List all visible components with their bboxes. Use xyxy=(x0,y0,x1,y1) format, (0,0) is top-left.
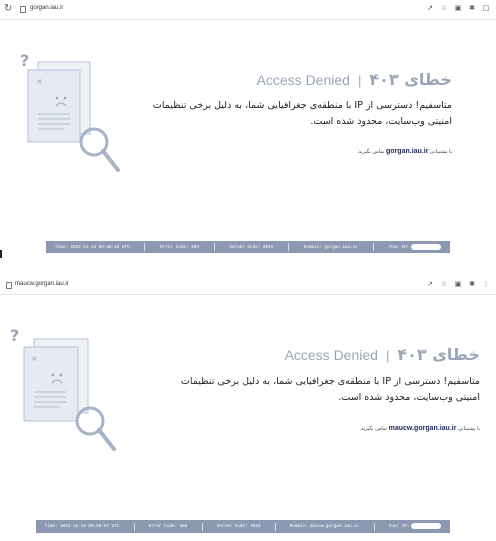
toolbar-icons xyxy=(426,280,490,289)
toolbar-icons xyxy=(426,4,490,13)
cursor-mark xyxy=(0,250,2,258)
url-text[interactable]: gorgan.iau.ir xyxy=(30,5,64,11)
ip-redaction xyxy=(411,523,441,529)
support-domain-link[interactable]: maucw.gorgan.iau.ir xyxy=(388,425,457,432)
svg-text:×: × xyxy=(31,354,38,363)
footer-ip-label: Your IP: xyxy=(388,524,410,530)
error-footer xyxy=(46,241,450,253)
support-note xyxy=(357,148,452,155)
document-error-illustration xyxy=(14,48,124,178)
footer-divider xyxy=(202,523,203,531)
star-icon[interactable]: ☆ xyxy=(440,280,448,288)
menu-icon[interactable]: □ xyxy=(482,4,490,12)
address-bar[interactable] xyxy=(0,277,496,295)
message-line: متاسفیم! دسترسی از IP با منطقه‌ی جغرافیایی شما، به دلیل برخی تنظیمات xyxy=(180,376,480,387)
error-footer xyxy=(36,520,450,533)
footer-domain: Domain: gorgan.iau.ir xyxy=(303,244,358,250)
puzzle-icon[interactable]: ✱ xyxy=(469,280,475,288)
footer-server-code: Server Code: 2021 xyxy=(229,244,274,250)
lock-icon[interactable] xyxy=(20,6,26,13)
question-mark-icon: ? xyxy=(20,51,30,70)
lock-icon[interactable] xyxy=(6,282,12,289)
footer-divider xyxy=(373,243,374,251)
message-line: امنیتی وب‌سایت، محدود شده است. xyxy=(310,116,452,127)
support-suffix: تماس بگیرید. xyxy=(356,149,385,155)
menu-icon[interactable]: ⋮ xyxy=(482,280,490,288)
svg-text:×: × xyxy=(36,77,43,86)
footer-error-code: Error Code: 403 xyxy=(160,244,199,250)
ip-redaction xyxy=(411,244,441,250)
title-english: Access Denied xyxy=(284,347,378,363)
share-icon[interactable]: ↗ xyxy=(427,280,433,288)
document-error-illustration xyxy=(8,325,118,455)
error-message xyxy=(150,374,480,406)
support-prefix: با پشتیبانی xyxy=(430,149,452,155)
support-suffix: تماس بگیرید. xyxy=(359,426,388,432)
question-mark-icon: ? xyxy=(10,326,20,345)
footer-time: Time: 2022-12-14 08:55:57 UTC xyxy=(44,524,120,529)
footer-divider xyxy=(134,523,135,531)
browser-screenshot-2 xyxy=(0,277,496,541)
support-note xyxy=(360,425,481,432)
footer-divider xyxy=(214,243,215,251)
star-icon[interactable]: ☆ xyxy=(440,4,448,12)
footer-domain: Domain: maucw.gorgan.iau.ir xyxy=(289,524,360,529)
footer-error-code: Error Code: 403 xyxy=(148,524,188,529)
support-prefix: با پشتیبانی xyxy=(458,426,480,432)
footer-server-code: Server Code: 2023 xyxy=(216,524,261,529)
extension-icon[interactable]: ▣ xyxy=(454,4,462,12)
title-arabic: خطای ۴۰۳ xyxy=(369,70,452,89)
footer-divider xyxy=(374,523,375,531)
message-line: امنیتی وب‌سایت، محدود شده است. xyxy=(338,392,480,403)
footer-time: Time: 2022-12-14 08:55:45 UTC xyxy=(54,244,130,250)
footer-divider xyxy=(288,243,289,251)
title-divider: | xyxy=(385,348,390,363)
footer-divider xyxy=(275,523,276,531)
footer-ip xyxy=(386,523,445,529)
title-english: Access Denied xyxy=(256,72,350,88)
error-message xyxy=(132,98,452,130)
footer-divider xyxy=(144,243,145,251)
message-line: متاسفیم! دسترسی از IP با منطقه‌ی جغرافیایی شما، به دلیل برخی تنظیمات xyxy=(152,100,452,111)
footer-ip xyxy=(385,244,444,250)
reload-icon[interactable]: ↻ xyxy=(4,3,13,14)
page-title xyxy=(285,345,480,365)
title-arabic: خطای ۴۰۳ xyxy=(397,345,480,364)
puzzle-icon[interactable]: ✱ xyxy=(469,4,475,12)
footer-ip-label: Your IP: xyxy=(388,245,410,251)
support-domain-link[interactable]: gorgan.iau.ir xyxy=(386,148,429,155)
title-divider: | xyxy=(357,73,362,88)
page-title xyxy=(257,70,452,90)
share-icon[interactable]: ↗ xyxy=(427,4,433,12)
address-bar[interactable] xyxy=(0,0,496,20)
url-text[interactable]: maucw.gorgan.iau.ir xyxy=(15,281,69,287)
extension-icon[interactable]: ▣ xyxy=(454,280,462,288)
